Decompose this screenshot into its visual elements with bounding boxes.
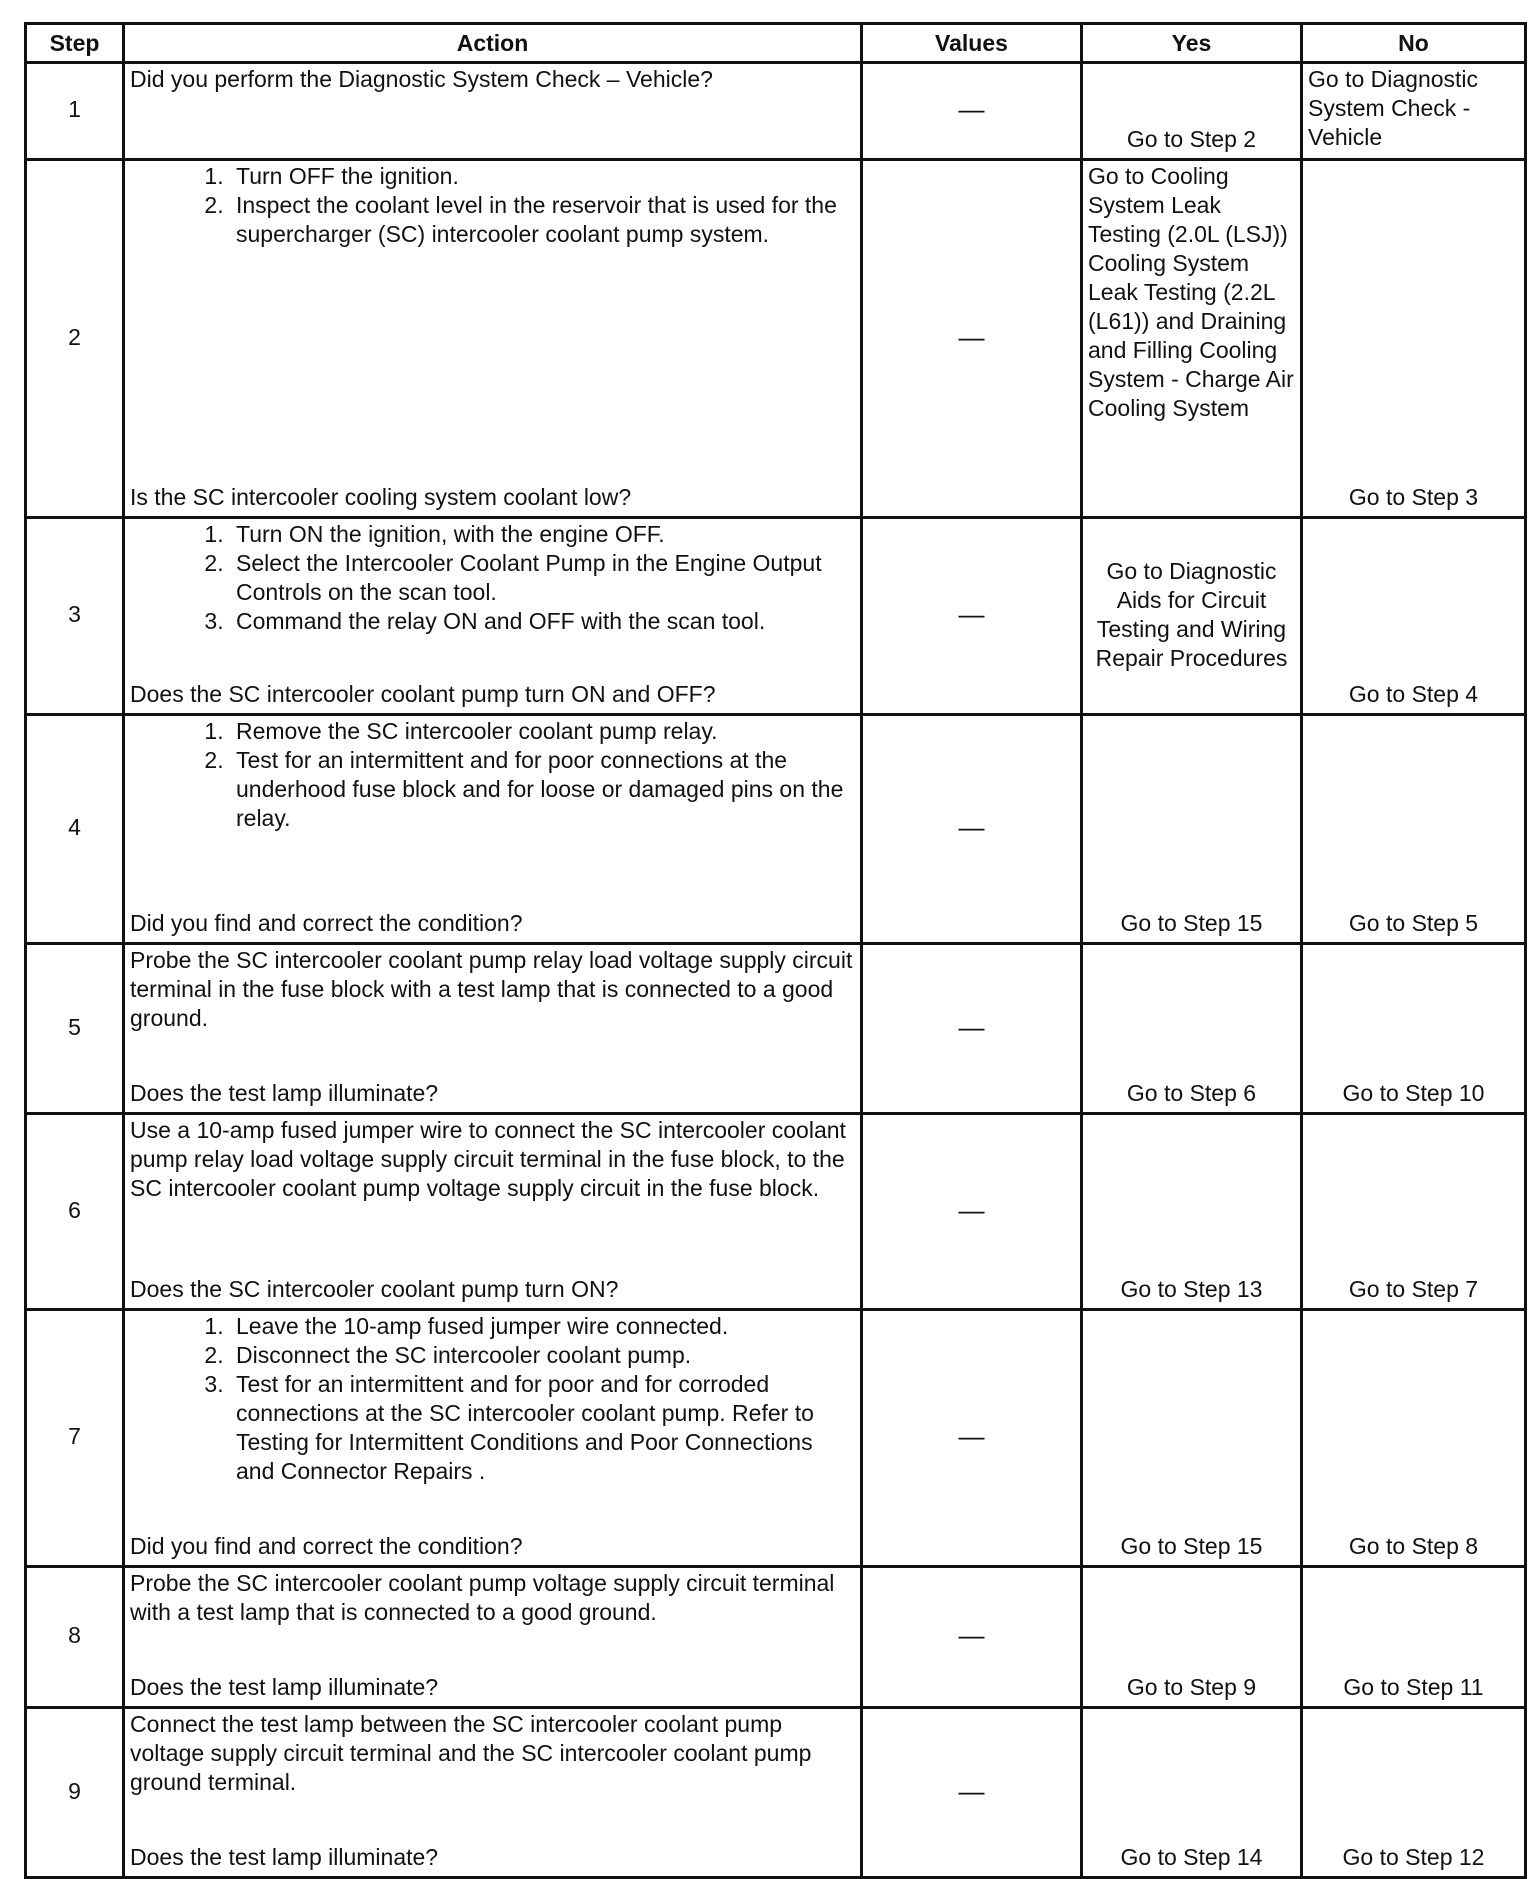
no-cell: Go to Step 3 xyxy=(1302,160,1526,518)
no-cell: Go to Step 4 xyxy=(1302,518,1526,715)
action-cell xyxy=(124,1708,862,1878)
no-cell: Go to Step 11 xyxy=(1302,1567,1526,1708)
values-cell: — xyxy=(862,1708,1082,1878)
yes-cell: Go to Step 13 xyxy=(1082,1114,1302,1310)
values-cell: — xyxy=(862,715,1082,944)
table-row xyxy=(26,63,1526,160)
action-question: Is the SC intercooler cooling system coolant low? xyxy=(130,484,632,510)
step-number: 2 xyxy=(26,160,124,518)
action-list-item: 2. Disconnect the SC intercooler coolant pump. xyxy=(230,1341,855,1370)
values-cell: — xyxy=(862,1310,1082,1567)
action-text: Probe the SC intercooler coolant pump voltage supply circuit terminal with a test lamp that is connected to a good ground. xyxy=(130,1570,835,1625)
action-list-item: 1. Leave the 10-amp fused jumper wire connected. xyxy=(230,1312,855,1341)
action-list-item: 2. Inspect the coolant level in the reservoir that is used for the supercharger (SC) intercooler coolant pump system. xyxy=(230,191,855,249)
values-cell: — xyxy=(862,63,1082,160)
values-cell: — xyxy=(862,1114,1082,1310)
table-row xyxy=(26,1114,1526,1310)
step-number: 1 xyxy=(26,63,124,160)
no-cell: Go to Step 5 xyxy=(1302,715,1526,944)
values-cell: — xyxy=(862,1567,1082,1708)
diagnostic-table xyxy=(24,22,1527,1879)
action-question: Does the test lamp illuminate? xyxy=(130,1844,439,1870)
action-list-item: 3. Command the relay ON and OFF with the scan tool. xyxy=(230,607,855,636)
header-no: No xyxy=(1302,24,1526,63)
no-cell: Go to Step 7 xyxy=(1302,1114,1526,1310)
no-cell: Go to Step 8 xyxy=(1302,1310,1526,1567)
step-number: 3 xyxy=(26,518,124,715)
action-list-item: 1. Turn OFF the ignition. xyxy=(230,162,855,191)
header-values: Values xyxy=(862,24,1082,63)
no-cell: Go to Step 12 xyxy=(1302,1708,1526,1878)
action-question: Does the SC intercooler coolant pump turn ON? xyxy=(130,1276,619,1302)
action-question: Did you find and correct the condition? xyxy=(130,910,523,936)
yes-cell: Go to Diagnostic Aids for Circuit Testing and Wiring Repair Procedures xyxy=(1082,518,1302,715)
action-list xyxy=(130,717,855,833)
table-row xyxy=(26,1310,1526,1567)
header-step: Step xyxy=(26,24,124,63)
action-cell xyxy=(124,1310,862,1567)
step-number: 6 xyxy=(26,1114,124,1310)
yes-cell: Go to Step 15 xyxy=(1082,715,1302,944)
yes-cell: Go to Step 15 xyxy=(1082,1310,1302,1567)
action-list-item: 1. Turn ON the ignition, with the engine OFF. xyxy=(230,520,855,549)
action-question: Did you perform the Diagnostic System Check – Vehicle? xyxy=(130,66,713,92)
action-cell xyxy=(124,518,862,715)
no-cell: Go to Diagnostic System Check - Vehicle xyxy=(1302,63,1526,160)
action-list-item: 1. Remove the SC intercooler coolant pump relay. xyxy=(230,717,855,746)
step-number: 4 xyxy=(26,715,124,944)
action-cell xyxy=(124,63,862,160)
table-row xyxy=(26,518,1526,715)
table-row xyxy=(26,160,1526,518)
action-text: Probe the SC intercooler coolant pump relay load voltage supply circuit terminal in the fuse block with a test lamp that is connected to a good ground. xyxy=(130,947,853,1031)
table-row xyxy=(26,1708,1526,1878)
action-text: Connect the test lamp between the SC intercooler coolant pump voltage supply circuit terminal and the SC intercooler coolant pump ground terminal. xyxy=(130,1711,812,1795)
header-row xyxy=(26,24,1526,63)
no-cell: Go to Step 10 xyxy=(1302,944,1526,1114)
yes-cell: Go to Step 14 xyxy=(1082,1708,1302,1878)
action-list xyxy=(130,520,855,636)
action-list xyxy=(130,1312,855,1486)
yes-cell: Go to Cooling System Leak Testing (2.0L (LSJ)) Cooling System Leak Testing (2.2L (L61)) and Draining and Filling Cooling System - Charge Air Cooling System xyxy=(1082,160,1302,518)
table-row xyxy=(26,1567,1526,1708)
action-question: Does the test lamp illuminate? xyxy=(130,1080,439,1106)
header-yes: Yes xyxy=(1082,24,1302,63)
step-number: 7 xyxy=(26,1310,124,1567)
action-question: Does the test lamp illuminate? xyxy=(130,1674,439,1700)
action-list-item: 3. Test for an intermittent and for poor and for corroded connections at the SC intercooler coolant pump. Refer to Testing for Intermittent Conditions and Poor Connections and Connector Repairs . xyxy=(230,1370,855,1486)
step-number: 9 xyxy=(26,1708,124,1878)
action-cell xyxy=(124,1567,862,1708)
values-cell: — xyxy=(862,944,1082,1114)
header-action: Action xyxy=(124,24,862,63)
action-question: Did you find and correct the condition? xyxy=(130,1533,523,1559)
action-cell xyxy=(124,1114,862,1310)
action-cell xyxy=(124,160,862,518)
action-list-item: 2. Test for an intermittent and for poor connections at the underhood fuse block and for loose or damaged pins on the relay. xyxy=(230,746,855,833)
yes-cell: Go to Step 9 xyxy=(1082,1567,1302,1708)
action-text: Use a 10-amp fused jumper wire to connect the SC intercooler coolant pump relay load voltage supply circuit terminal in the fuse block, to the SC intercooler coolant pump voltage supply circuit in the fuse block. xyxy=(130,1117,846,1201)
table-row xyxy=(26,715,1526,944)
action-list-item: 2. Select the Intercooler Coolant Pump in the Engine Output Controls on the scan tool. xyxy=(230,549,855,607)
yes-cell: Go to Step 6 xyxy=(1082,944,1302,1114)
action-cell xyxy=(124,715,862,944)
action-cell xyxy=(124,944,862,1114)
values-cell: — xyxy=(862,160,1082,518)
step-number: 5 xyxy=(26,944,124,1114)
step-number: 8 xyxy=(26,1567,124,1708)
values-cell: — xyxy=(862,518,1082,715)
action-list xyxy=(130,162,855,249)
table-row xyxy=(26,944,1526,1114)
action-question: Does the SC intercooler coolant pump turn ON and OFF? xyxy=(130,681,716,707)
yes-cell: Go to Step 2 xyxy=(1082,63,1302,160)
